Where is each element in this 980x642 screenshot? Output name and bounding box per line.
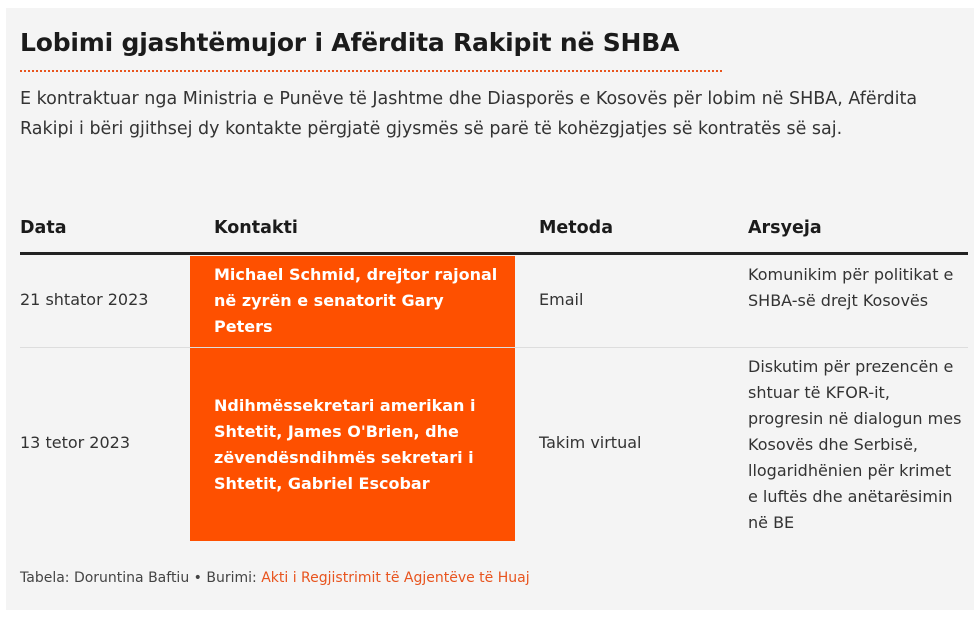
row-1-date: 21 shtator 2023 [20,290,149,309]
page-title: Lobimi gjashtëmujor i Afërdita Rakipit në SHBA [20,28,680,57]
title-underline [20,70,722,72]
column-header-contact: Kontakti [214,218,298,238]
row-1-contact: Michael Schmid, drejtor rajonal në zyrën e senatorit Gary Peters [214,265,498,336]
row-2-reason: Diskutim për prezencën e shtuar të KFOR-it, progresin në dialogun mes Kosovës dhe Serbisë, llogaridhënien për krimet e luftës dhe anëtarësimin në BE [748,357,962,532]
column-header-date: Data [20,218,67,238]
subtitle: E kontraktuar nga Ministria e Punëve të Jashtme dhe Diasporës e Kosovës për lobim në SHBA, Afërdita Rakipi i bëri gjithsej dy kontakte përgjatë gjysmës së parë të kohëzgjatjes së kontratës së saj. [20,89,918,139]
header-divider [20,252,968,255]
table-card [6,8,974,610]
footer-credits [20,570,530,586]
row-1-method: Email [539,290,584,309]
footer-separator: • [189,570,207,586]
row-2-contact: Ndihmëssekretari amerikan i Shtetit, James O'Brien, dhe zëvendësndihmës sekretari i Shtetit, Gabriel Escobar [214,396,476,493]
column-header-reason: Arsyeja [748,218,822,238]
source-link[interactable]: Akti i Regjistrimit të Agjentëve të Huaj [261,570,530,586]
row-2-date: 13 tetor 2023 [20,433,131,452]
row-2-method: Takim virtual [539,433,642,452]
row-divider [20,347,968,348]
column-header-method: Metoda [539,218,614,238]
footer-author: Tabela: Doruntina Baftiu [20,570,190,586]
footer-source-label: Burimi: [206,570,262,586]
row-1-reason: Komunikim për politikat e SHBA-së drejt Kosovës [748,265,954,310]
